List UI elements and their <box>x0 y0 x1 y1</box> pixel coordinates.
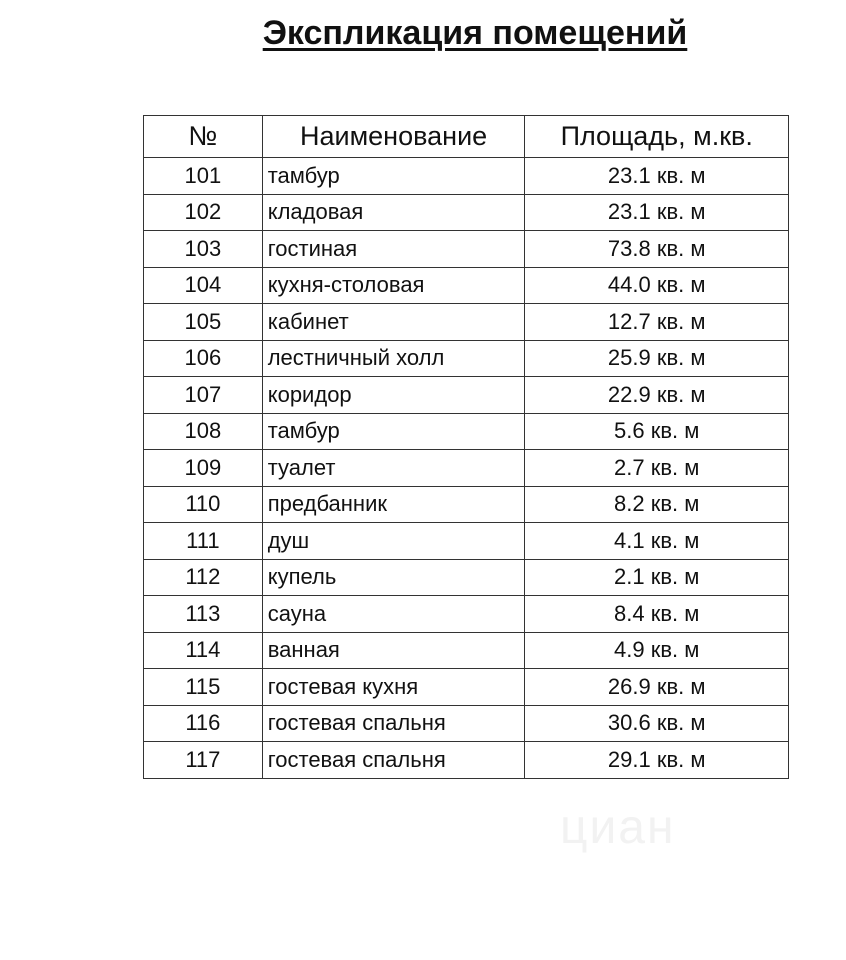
room-number: 107 <box>144 377 263 414</box>
room-area: 23.1 кв. м <box>525 194 789 231</box>
room-number: 109 <box>144 450 263 487</box>
room-name: коридор <box>262 377 525 414</box>
table-row <box>144 486 789 523</box>
room-area: 8.4 кв. м <box>525 596 789 633</box>
table-row <box>144 340 789 377</box>
header-name: Наименование <box>262 116 525 158</box>
header-area: Площадь, м.кв. <box>525 116 789 158</box>
room-number: 102 <box>144 194 263 231</box>
table-row <box>144 304 789 341</box>
table-row <box>144 523 789 560</box>
room-area: 4.9 кв. м <box>525 632 789 669</box>
room-area: 2.7 кв. м <box>525 450 789 487</box>
room-number: 104 <box>144 267 263 304</box>
room-name: кладовая <box>262 194 525 231</box>
table-row <box>144 267 789 304</box>
room-number: 116 <box>144 705 263 742</box>
room-number: 111 <box>144 523 263 560</box>
room-name: душ <box>262 523 525 560</box>
room-area: 26.9 кв. м <box>525 669 789 706</box>
table-row <box>144 669 789 706</box>
room-area: 5.6 кв. м <box>525 413 789 450</box>
watermark: циан <box>560 801 676 854</box>
room-number: 114 <box>144 632 263 669</box>
room-number: 113 <box>144 596 263 633</box>
room-area: 29.1 кв. м <box>525 742 789 779</box>
table-row <box>144 377 789 414</box>
room-number: 115 <box>144 669 263 706</box>
table-row <box>144 231 789 268</box>
table-row <box>144 559 789 596</box>
header-number: № <box>144 116 263 158</box>
table-row <box>144 705 789 742</box>
table-row <box>144 450 789 487</box>
room-area: 4.1 кв. м <box>525 523 789 560</box>
room-area: 22.9 кв. м <box>525 377 789 414</box>
room-name: кухня-столовая <box>262 267 525 304</box>
room-name: гостиная <box>262 231 525 268</box>
room-number: 101 <box>144 158 263 195</box>
room-name: лестничный холл <box>262 340 525 377</box>
room-area: 2.1 кв. м <box>525 559 789 596</box>
room-area: 8.2 кв. м <box>525 486 789 523</box>
table-row <box>144 742 789 779</box>
table-row <box>144 413 789 450</box>
rooms-table <box>143 115 789 779</box>
room-number: 117 <box>144 742 263 779</box>
room-name: гостевая спальня <box>262 705 525 742</box>
room-name: купель <box>262 559 525 596</box>
room-area: 25.9 кв. м <box>525 340 789 377</box>
room-number: 108 <box>144 413 263 450</box>
table-row <box>144 596 789 633</box>
page-title: Экспликация помещений <box>262 14 688 52</box>
room-area: 30.6 кв. м <box>525 705 789 742</box>
table-row <box>144 158 789 195</box>
room-name: гостевая кухня <box>262 669 525 706</box>
room-number: 112 <box>144 559 263 596</box>
room-area: 12.7 кв. м <box>525 304 789 341</box>
room-name: гостевая спальня <box>262 742 525 779</box>
room-number: 106 <box>144 340 263 377</box>
table-header-row <box>144 116 789 158</box>
table-row <box>144 632 789 669</box>
room-number: 110 <box>144 486 263 523</box>
room-area: 73.8 кв. м <box>525 231 789 268</box>
room-name: кабинет <box>262 304 525 341</box>
room-name: туалет <box>262 450 525 487</box>
room-area: 23.1 кв. м <box>525 158 789 195</box>
room-name: ванная <box>262 632 525 669</box>
table-row <box>144 194 789 231</box>
room-number: 105 <box>144 304 263 341</box>
room-name: тамбур <box>262 413 525 450</box>
room-area: 44.0 кв. м <box>525 267 789 304</box>
room-name: предбанник <box>262 486 525 523</box>
room-number: 103 <box>144 231 263 268</box>
room-name: тамбур <box>262 158 525 195</box>
room-name: сауна <box>262 596 525 633</box>
